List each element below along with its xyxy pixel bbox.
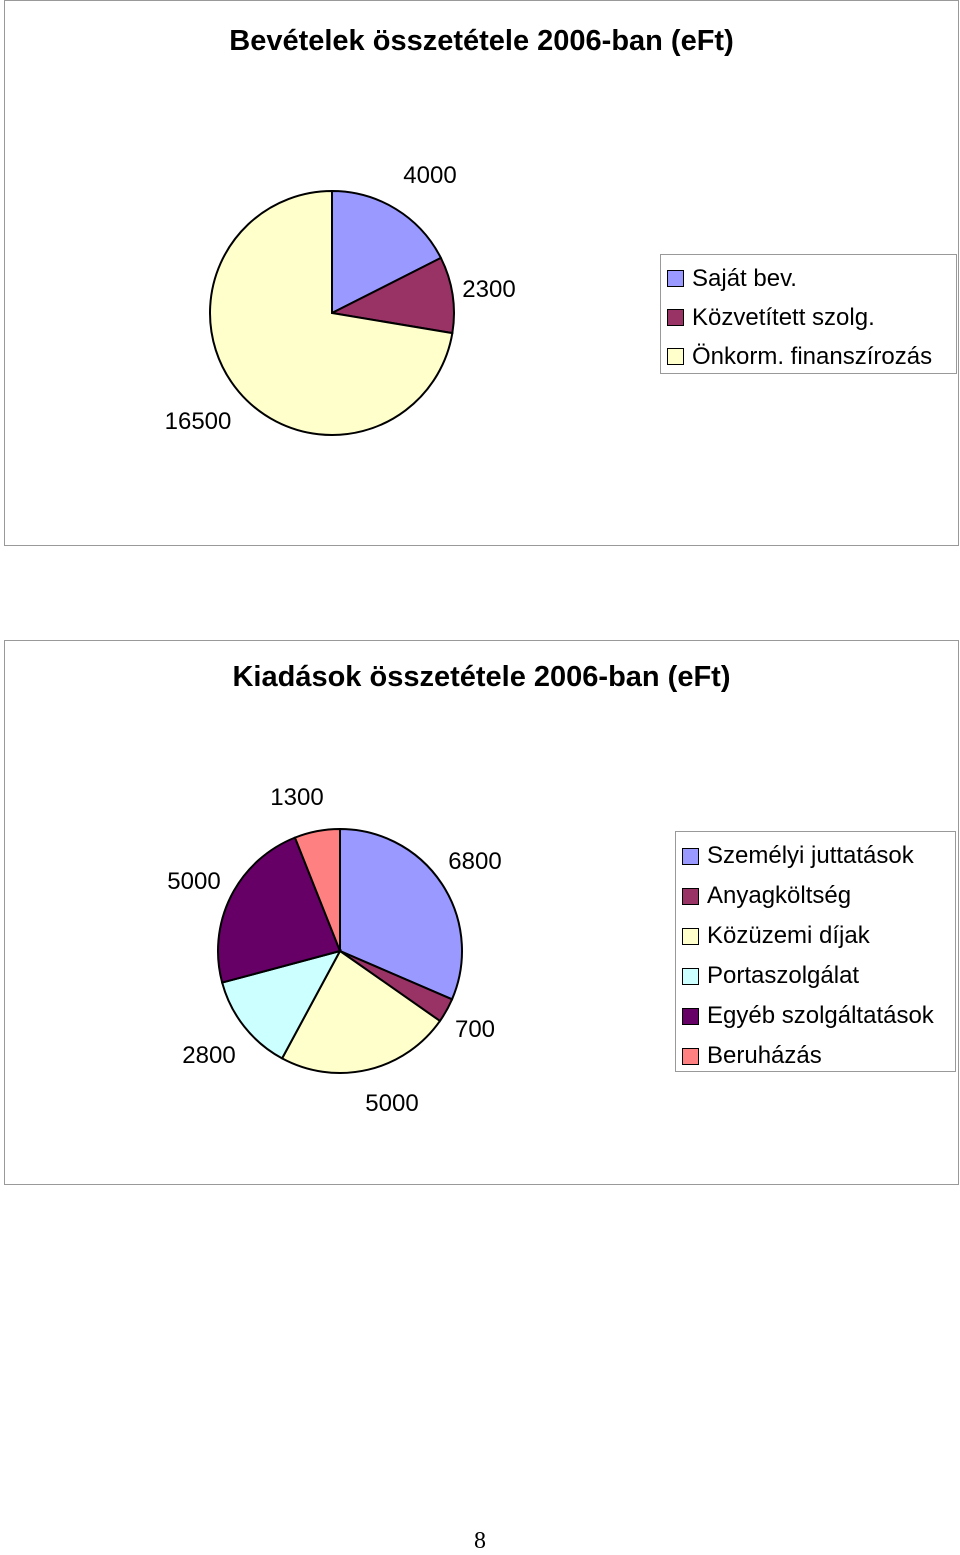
- page-number: 8: [474, 1528, 486, 1554]
- data-label: 1300: [270, 784, 324, 811]
- legend-label: Portaszolgálat: [707, 962, 860, 989]
- chart-title: Bevételek összetétele 2006-ban (eFt): [229, 25, 734, 57]
- legend-label: Közvetített szolg.: [692, 304, 875, 331]
- legend-swatch: [667, 348, 684, 365]
- legend-label: Saját bev.: [692, 265, 797, 292]
- chart-title: Kiadások összetétele 2006-ban (eFt): [232, 661, 731, 693]
- revenue-chart: [4, 0, 959, 546]
- legend-swatch: [682, 848, 699, 865]
- legend-item: [682, 996, 949, 1036]
- expense-chart: [4, 640, 959, 1185]
- data-label: 2800: [182, 1042, 236, 1069]
- data-label: 4000: [403, 162, 457, 189]
- data-label: 16500: [164, 408, 232, 435]
- legend-item: [667, 298, 950, 337]
- legend-label: Beruházás: [707, 1042, 822, 1069]
- legend-label: Személyi juttatások: [707, 842, 914, 869]
- legend-label: Közüzemi díjak: [707, 922, 870, 949]
- data-label: 6800: [448, 848, 502, 875]
- data-label: 700: [454, 1016, 496, 1043]
- legend-label: Önkorm. finanszírozás: [692, 343, 933, 370]
- legend-swatch: [682, 968, 699, 985]
- legend-item: [682, 916, 949, 956]
- legend-swatch: [682, 928, 699, 945]
- data-label: 5000: [167, 868, 221, 895]
- legend-item: [682, 1036, 949, 1076]
- legend-swatch: [667, 309, 684, 326]
- legend-swatch: [682, 888, 699, 905]
- legend-item: [667, 259, 950, 298]
- legend-label: Anyagköltség: [707, 882, 852, 909]
- legend-item: [667, 337, 950, 376]
- legend-swatch: [682, 1008, 699, 1025]
- data-label: 2300: [462, 276, 516, 303]
- expense-legend: [675, 831, 956, 1072]
- data-label: 5000: [365, 1090, 419, 1117]
- legend-swatch: [682, 1048, 699, 1065]
- legend-label: Egyéb szolgáltatások: [707, 1002, 934, 1029]
- legend-swatch: [667, 270, 684, 287]
- revenue-legend: [660, 254, 957, 374]
- legend-item: [682, 876, 949, 916]
- legend-item: [682, 836, 949, 876]
- legend-item: [682, 956, 949, 996]
